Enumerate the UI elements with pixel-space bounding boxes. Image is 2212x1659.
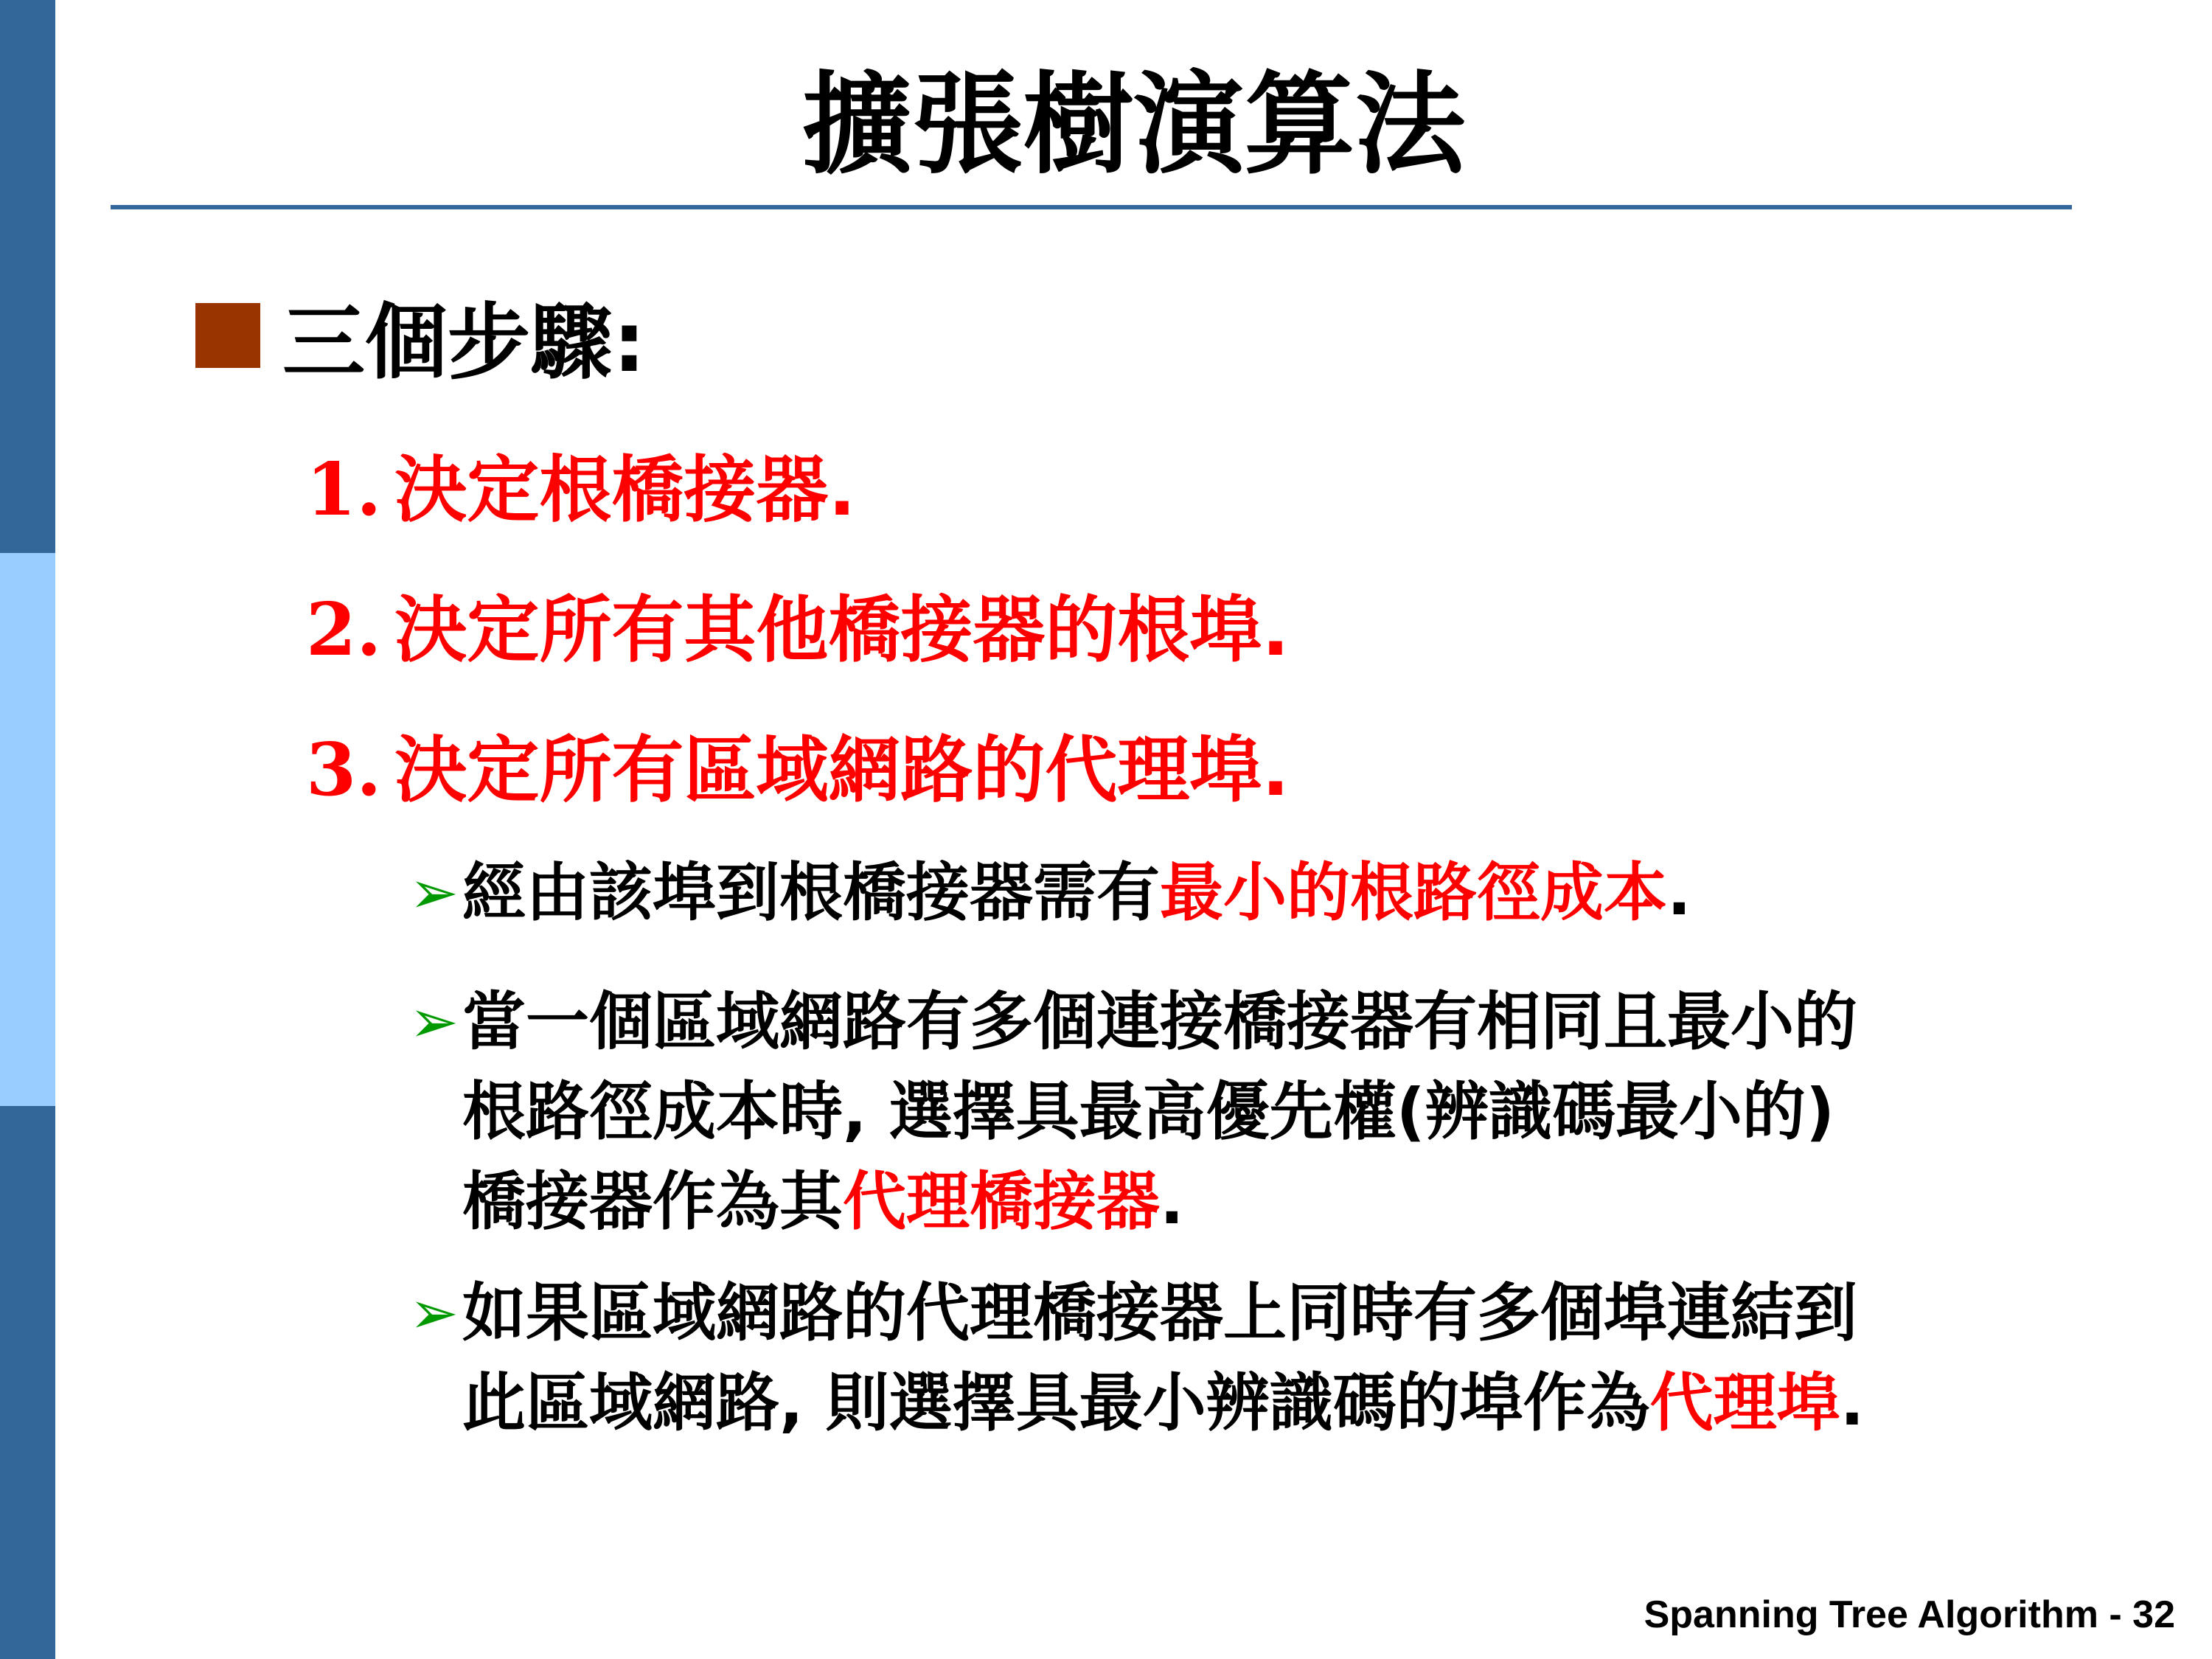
step-number: 1. xyxy=(306,448,382,532)
arrow-bullet-icon: ➢ xyxy=(409,1279,459,1347)
arrow-bullet-icon: ➢ xyxy=(409,858,459,927)
highlight-text: 代理橋接器 xyxy=(843,1165,1160,1239)
step-number: 3. xyxy=(306,728,382,813)
sub-point-line: 當一個區域網路有多個連接橋接器有相同且最小的 xyxy=(462,985,1857,1059)
step-item-2 xyxy=(306,582,1290,678)
text-run: . xyxy=(1160,1165,1184,1239)
step-text: 決定根橋接器. xyxy=(394,448,856,532)
sub-point-line xyxy=(409,1358,2179,1448)
text-run: . xyxy=(1667,856,1691,930)
title-underline xyxy=(111,205,2072,209)
steps-heading: 三個步驟: xyxy=(282,294,646,391)
step-number: 2. xyxy=(306,588,382,672)
text-run: 此區域網路, 則選擇具最小辨識碼的埠作為 xyxy=(462,1366,1650,1440)
square-bullet-icon xyxy=(195,303,260,368)
left-accent-bar-top xyxy=(0,0,55,553)
step-item-1 xyxy=(306,442,856,538)
sub-point-line xyxy=(409,848,2179,938)
arrow-bullet-icon: ➢ xyxy=(409,987,459,1056)
left-accent-bar-middle xyxy=(0,553,55,1106)
slide-footer: Spanning Tree Algorithm - 32 xyxy=(1644,1593,2175,1636)
highlight-text: 最小的根路徑成本 xyxy=(1160,856,1667,930)
step-text: 決定所有其他橋接器的根埠. xyxy=(394,588,1290,672)
sub-point-line xyxy=(409,1157,2179,1247)
text-run: 橋接器作為其 xyxy=(462,1165,843,1239)
step-text: 決定所有區域網路的代理埠. xyxy=(394,728,1290,813)
highlight-text: 代理埠 xyxy=(1649,1366,1840,1440)
sub-point-2 xyxy=(409,977,2179,1247)
level1-bullet-line xyxy=(195,284,646,391)
sub-point-3 xyxy=(409,1268,2179,1448)
sub-point-line: 根路徑成本時, 選擇具最高優先權(辨識碼最小的) xyxy=(462,1075,1835,1149)
sub-point-line: 如果區域網路的代理橋接器上同時有多個埠連結到 xyxy=(462,1276,1857,1350)
text-run: . xyxy=(1840,1366,1865,1440)
sub-point-1 xyxy=(409,848,2179,938)
slide-title: 擴張樹演算法 xyxy=(801,61,1466,189)
text-run: 經由該埠到根橋接器需有 xyxy=(462,856,1160,930)
step-item-3 xyxy=(306,723,1290,818)
left-accent-bar-bottom xyxy=(0,1106,55,1659)
